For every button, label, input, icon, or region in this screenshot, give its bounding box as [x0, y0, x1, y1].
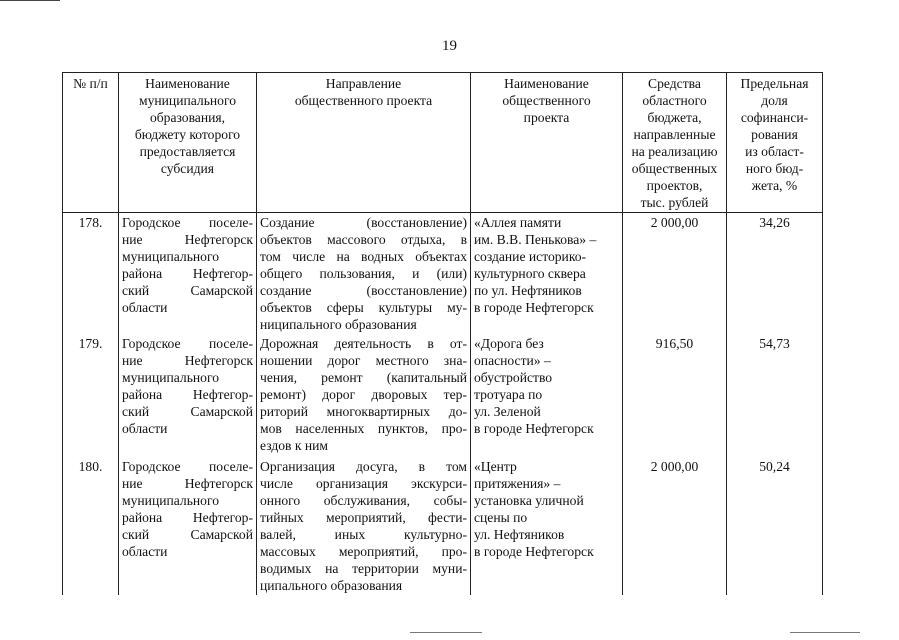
table-row	[63, 213, 823, 335]
text-line: Городское поселе-	[122, 215, 253, 230]
row-regional-funds: 2 000,00	[623, 213, 727, 335]
text-line: обустройство	[474, 370, 553, 385]
text-line: чения, ремонт (капитальный	[260, 370, 467, 385]
text-line: на реализацию	[631, 144, 718, 159]
text-line: по ул. Нефтяников	[474, 283, 582, 298]
text-line: Предельная	[740, 76, 809, 91]
text-line: опасности» –	[474, 353, 551, 368]
row-municipality	[119, 457, 257, 595]
text-line: предоставляется	[139, 144, 236, 159]
text-line: объектов сферы культуры му-	[260, 300, 467, 315]
text-line: установка уличной	[474, 493, 584, 508]
text-line: создание (восстановление)	[260, 283, 467, 298]
text-line: муниципального	[122, 493, 220, 508]
text-line: ние Нефтегорск	[122, 232, 253, 247]
text-line: софинанси-	[740, 110, 809, 125]
text-line: притяжения» –	[474, 476, 561, 491]
text-line: в городе Нефтегорск	[474, 421, 594, 436]
text-line: области	[122, 544, 168, 559]
text-line: общественного проекта	[294, 93, 433, 108]
text-line: общего пользования, и (или)	[260, 266, 467, 281]
text-line: ного бюд-	[745, 161, 804, 176]
text-line: ние Нефтегорск	[122, 476, 253, 491]
text-line: направленные	[633, 127, 716, 142]
row-number: 180.	[63, 457, 119, 595]
text-line: общественных	[631, 161, 718, 176]
bottom-edge-mark	[790, 632, 860, 633]
text-line: в городе Нефтегорск	[474, 300, 594, 315]
text-line: Наименование	[145, 76, 230, 91]
text-line: ский Самарской	[122, 404, 253, 419]
row-project-name	[471, 334, 623, 457]
row-project-name	[471, 457, 623, 595]
text-line: района Нефтегор-	[122, 266, 253, 281]
text-line: области	[122, 421, 168, 436]
text-line: Средства	[648, 76, 701, 91]
row-number: 178.	[63, 213, 119, 335]
text-line: муниципального	[122, 249, 220, 264]
text-line: риторий многоквартирных до-	[260, 404, 467, 419]
text-line: бюджета,	[647, 110, 702, 125]
text-line: муниципального	[138, 93, 236, 108]
row-cofinancing-share: 50,24	[727, 457, 823, 595]
row-direction	[257, 334, 471, 457]
text-line: ул. Зеленой	[474, 404, 541, 419]
top-edge-rule	[0, 0, 60, 1]
table-row	[63, 334, 823, 457]
text-line: культурного сквера	[474, 266, 586, 281]
text-line: ношении дорог местного зна-	[260, 353, 467, 368]
table-header-row	[63, 73, 823, 213]
text-line: в городе Нефтегорск	[474, 544, 594, 559]
text-line: района Нефтегор-	[122, 510, 253, 525]
row-municipality	[119, 334, 257, 457]
row-regional-funds: 2 000,00	[623, 457, 727, 595]
text-line: ский Самарской	[122, 283, 253, 298]
text-line: проектов,	[646, 178, 703, 193]
text-line: онного обслуживания, собы-	[260, 493, 467, 508]
row-number: 179.	[63, 334, 119, 457]
text-line: доля	[761, 93, 788, 108]
text-line: муниципального	[122, 370, 220, 385]
text-line: ул. Нефтяников	[474, 527, 565, 542]
row-direction	[257, 457, 471, 595]
row-cofinancing-share: 54,73	[727, 334, 823, 457]
text-line: Организация досуга, в том	[260, 459, 467, 474]
header-municipality	[119, 73, 257, 213]
text-line: ремонт) дорог дворовых тер-	[260, 387, 467, 402]
row-project-name	[471, 213, 623, 335]
text-line: создание историко-	[474, 249, 587, 264]
row-regional-funds: 916,50	[623, 334, 727, 457]
text-line: сцены по	[474, 510, 528, 525]
text-line: им. В.В. Пенькова» –	[474, 232, 597, 247]
text-line: «Центр	[474, 459, 517, 474]
text-line: Наименование	[504, 76, 589, 91]
bottom-edge-mark	[410, 632, 482, 633]
text-line: Городское поселе-	[122, 336, 253, 351]
header-direction	[257, 73, 471, 213]
subsidy-table	[62, 72, 823, 595]
text-line: района Нефтегор-	[122, 387, 253, 402]
table-row	[63, 457, 823, 595]
text-line: Создание (восстановление)	[260, 215, 467, 230]
text-line: бюджету которого	[134, 127, 241, 142]
text-line: ский Самарской	[122, 527, 253, 542]
text-line: рования	[751, 127, 798, 142]
text-line: тротуара по	[474, 387, 543, 402]
text-line: ездов к ним	[260, 438, 329, 453]
text-line: тыс. рублей	[640, 195, 709, 210]
text-line: числе организация экскурси-	[260, 476, 467, 491]
header-number	[63, 73, 119, 213]
row-cofinancing-share: 34,26	[727, 213, 823, 335]
text-line: тийных мероприятий, фести-	[260, 510, 467, 525]
header-regional-funds	[623, 73, 727, 213]
header-cofinancing-share	[727, 73, 823, 213]
text-line: том числе на водных объектах	[260, 249, 467, 264]
header-project-name	[471, 73, 623, 213]
text-line: областного	[642, 93, 707, 108]
row-direction	[257, 213, 471, 335]
text-line: «Аллея памяти	[474, 215, 562, 230]
text-line: жета, %	[751, 178, 798, 193]
text-line: «Дорога без	[474, 336, 544, 351]
text-line: объектов массового отдыха, в	[260, 232, 467, 247]
text-line: мов населенных пунктов, про-	[260, 421, 467, 436]
text-line: субсидия	[160, 161, 215, 176]
text-line: ципального образования	[260, 578, 403, 593]
row-municipality	[119, 213, 257, 335]
page-number: 19	[442, 38, 457, 54]
text-line: образования,	[149, 110, 226, 125]
text-line: № п/п	[73, 76, 108, 91]
text-line: проекта	[523, 110, 570, 125]
text-line: Направление	[325, 76, 402, 91]
text-line: области	[122, 300, 168, 315]
text-line: Городское поселе-	[122, 459, 253, 474]
text-line: валей, иных культурно-	[260, 527, 467, 542]
text-line: ниципального образования	[260, 317, 417, 332]
text-line: водимых на территории муни-	[260, 561, 467, 576]
text-line: ние Нефтегорск	[122, 353, 253, 368]
text-line: Дорожная деятельность в от-	[260, 336, 467, 351]
text-line: общественного	[502, 93, 591, 108]
text-line: из област-	[745, 144, 804, 159]
text-line: массовых мероприятий, про-	[260, 544, 467, 559]
